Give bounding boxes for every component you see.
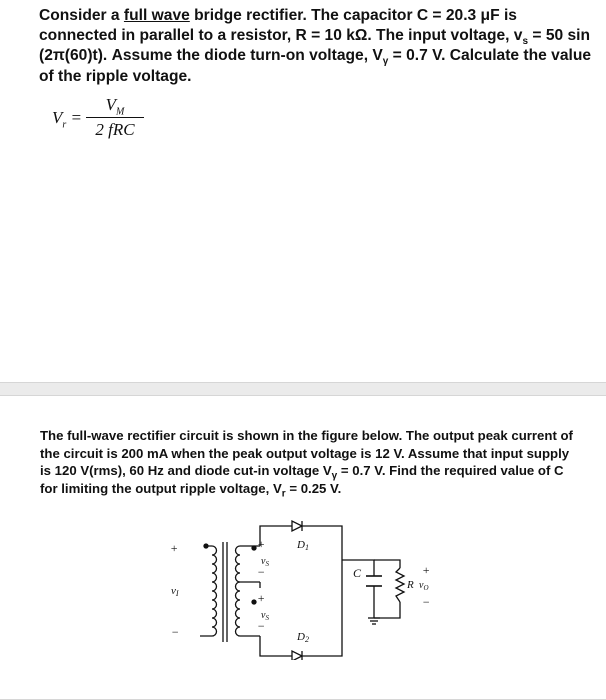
resistor-r	[396, 568, 404, 602]
question-card-2	[0, 395, 606, 700]
input-minus-label: −	[171, 625, 180, 639]
diode-d1-label: D1	[297, 539, 309, 552]
formula-denominator: 2 fRC	[95, 120, 135, 140]
diode-d2-label: D2	[297, 631, 309, 644]
lower-secondary-voltage-label: $v_S$	[261, 610, 269, 622]
problem-1-text-c: = 0.7 V. Calculate the value of the ripple voltage.	[39, 47, 592, 85]
capacitor-c	[366, 576, 382, 586]
subscript-gamma: γ	[382, 56, 389, 68]
formula-fraction	[86, 94, 144, 140]
full-wave-rectifier-circuit-diagram	[160, 518, 450, 660]
upper-secondary-plus: +	[257, 537, 266, 551]
resistor-wire	[374, 560, 400, 618]
fraction-bar	[86, 117, 144, 118]
input-plus-label: +	[170, 541, 179, 555]
lower-secondary-minus: −	[257, 619, 266, 633]
output-plus-label: +	[422, 563, 431, 577]
lower-secondary-plus: +	[257, 591, 266, 605]
upper-secondary-minus: −	[257, 565, 266, 579]
subscript-r: r	[281, 488, 286, 500]
transformer-core	[223, 542, 227, 642]
output-voltage-label: $v_O$	[419, 580, 429, 592]
upper-secondary-voltage-label: $v_S$	[261, 556, 269, 568]
formula-lhs: $V_r$ =	[52, 108, 83, 131]
subscript-gamma-2: γ	[331, 470, 338, 482]
resistor-label: R	[407, 579, 414, 591]
input-voltage-label: vI	[171, 585, 179, 598]
formula-numerator: $V_M$	[105, 95, 125, 118]
problem-1-intro: Consider a	[39, 7, 124, 24]
problem-2-text-a: The full-wave rectifier circuit is shown in the figure below. The output peak current of the circuit is 200 mA when the peak output voltage is 12 V. Assume that input supply is 120 V(rms), 60 Hz and diode cut-in voltage V	[40, 428, 573, 479]
diode-d2	[292, 651, 302, 660]
subscript-s: s	[522, 36, 529, 48]
d2-input-wire	[260, 636, 292, 656]
problem-2-text-c: = 0.25 V.	[285, 480, 342, 496]
problem-1-text-b: = 50 sin (2π(60)t). Assume the diode turn-on voltage, V	[39, 27, 591, 65]
diode-d1	[292, 521, 302, 531]
underlined-full-wave: full wave	[123, 7, 190, 24]
ground-symbol	[368, 618, 380, 624]
output-minus-label: −	[422, 595, 431, 609]
capacitor-label: C	[353, 566, 362, 580]
problem-1-text	[39, 6, 599, 87]
transformer-primary-coil	[200, 544, 217, 636]
problem-2-text	[40, 427, 580, 500]
problem-1-text-a: bridge rectifier. The capacitor C = 20.3 μF is connected in parallel to a resistor, R = 10 kΩ. The input voltage, v	[39, 7, 523, 45]
problem-2-text-b: = 0.7 V. Find the required value of C for limiting the output ripple voltage, V	[40, 463, 564, 496]
